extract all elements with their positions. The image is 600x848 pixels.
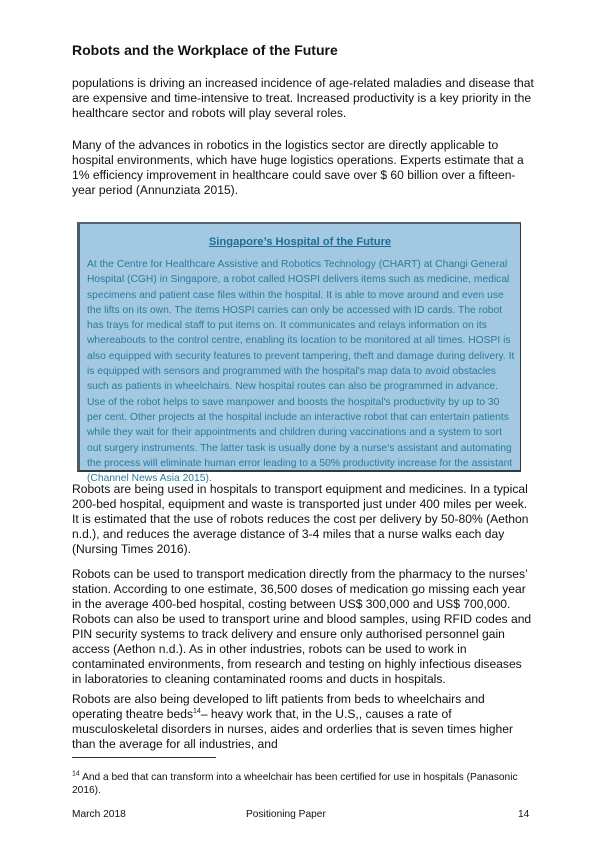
paragraph-lift-patients <box>72 692 534 752</box>
footnote-reference[interactable]: 14 <box>193 707 201 715</box>
footnote <box>72 771 534 797</box>
footer-document-title: Positioning Paper <box>246 809 326 820</box>
callout-body: At the Centre for Healthcare Assistive and Robotics Technology (CHART) at Changi General Hospital (CGH) in Singapore, a robot called HOSPI delivers items such as medicine, medical specimens and patient case files within the hospital. It is able to move around and even use the lifts on its own. The items HOSPI carries can only be accessed with ID cards. The robot has trays for medical staff to put items on. It communicates and relays information on its whereabouts to the control centre, enabling its location to be monitored at all times. HOSPI is also equipped with security features to prevent tampering, theft and damage during delivery. It is equipped with sensors and programmed with the hospital's map data to avoid obstacles such as patients in wheelchairs. New hospital routes can also be programmed in advance. Use of the robot helps to save manpower and boosts the hospital's productivity by up to 30 per cent. Other projects at the hospital include an interactive robot that can entertain patients while they wait for their appointments and children during vaccinations and a system to sort out surgery instruments. The latter task is usually done by a nurse's assistant and automating the process will eliminate human error leading to a 50% productivity increase for the assistant (Channel News Asia 2015). <box>87 259 515 485</box>
paragraph-logistics: Many of the advances in robotics in the logistics sector are directly applicable to hospital environments, which have huge logistics operations. Experts estimate that a 1% efficiency improvement in healthcare could save over $ 60 billion over a fifteen-year period (Annunziata 2015). <box>72 138 524 197</box>
footnote-text: And a bed that can transform into a wheelchair has been certified for use in hospitals (Panasonic 2016). <box>72 772 518 796</box>
paragraph-text-before: Robots are also being developed to lift patients from beds to wheelchairs and operating theatre beds <box>72 692 485 721</box>
callout-title: Singapore’s Hospital of the Future <box>208 236 392 248</box>
paragraph-text-after: – heavy work that, in the U.S,, causes a rate of musculoskeletal disorders in nurses, aides and orderlies that is seven times higher than the average for all industries, and <box>72 707 513 751</box>
footer-page-number: 14 <box>518 809 530 820</box>
footer-date: March 2018 <box>72 809 126 820</box>
footnote-separator <box>72 757 216 758</box>
footnote-number: 14 <box>72 770 80 778</box>
paragraph-populations: populations is driving an increased incidence of age-related maladies and disease that are expensive and time-intensive to treat. Increased productivity is a key priority in the healthcare sector and robots will play several roles. <box>72 76 534 120</box>
paragraph-transport: Robots are being used in hospitals to transport equipment and medicines. In a typical 200-bed hospital, equipment and waste is transported just under 400 miles per week. It is estimated that the use of robots reduces the cost per delivery by 50-80% (Aethon n.d.), and reduces the average distance of 3-4 miles that a nurse walks each day (Nursing Times 2016). <box>72 482 529 556</box>
paragraph-medication: Robots can be used to transport medication directly from the pharmacy to the nurses’ station. According to one estimate, 36,500 doses of medication go missing each year in the average 400-bed hospital, costing between US$ 300,000 and US$ 700,000. Robots can also be used to transport urine and blood samples, using RFID codes and PIN security systems to track delivery and ensure only authorised personnel gain access (Aethon n.d.). As in other industries, robots can be used to work in contaminated environments, from research and testing on highly infectious diseases in laboratories to cleaning contaminated rooms and ducts in hospitals. <box>72 567 532 686</box>
page-header-title: Robots and the Workplace of the Future <box>72 42 338 58</box>
callout-box <box>77 222 521 485</box>
